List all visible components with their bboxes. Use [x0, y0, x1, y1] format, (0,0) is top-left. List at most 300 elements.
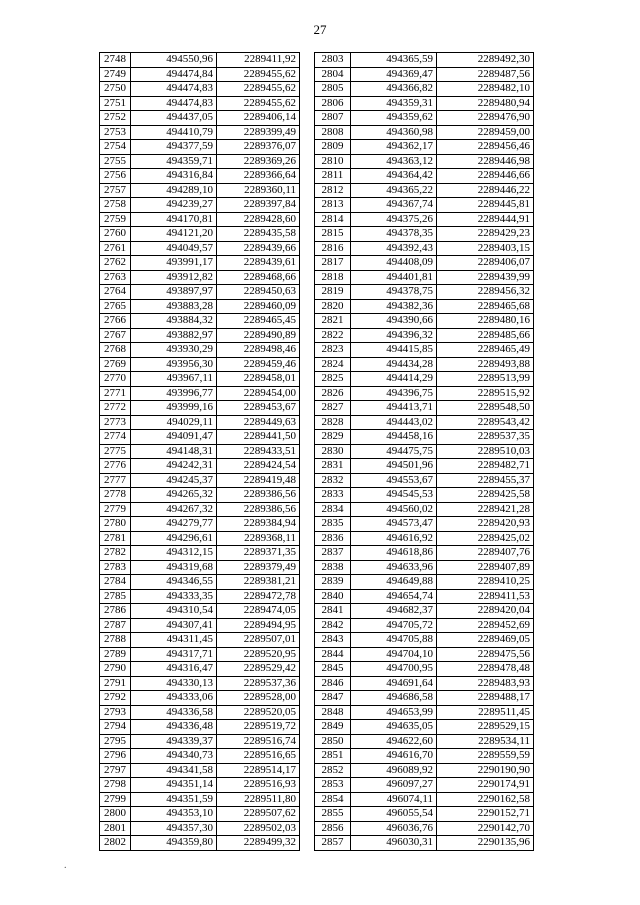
y-coordinate-cell: 2289360,11: [217, 183, 300, 198]
x-coordinate-cell: 494317,71: [131, 647, 217, 662]
x-coordinate-cell: 494353,10: [131, 807, 217, 822]
point-number-cell: 2777: [100, 473, 131, 488]
y-coordinate-cell: 2289421,28: [437, 502, 534, 517]
point-number-cell: 2836: [315, 531, 351, 546]
y-coordinate-cell: 2289399,49: [217, 125, 300, 140]
point-number-cell: 2764: [100, 285, 131, 300]
x-coordinate-cell: 494682,37: [351, 604, 437, 619]
x-coordinate-cell: 494351,14: [131, 778, 217, 793]
y-coordinate-cell: 2289397,84: [217, 198, 300, 213]
x-coordinate-cell: 494369,47: [351, 67, 437, 82]
table-row: [100, 778, 300, 793]
y-coordinate-cell: 2289485,66: [437, 328, 534, 343]
point-number-cell: 2755: [100, 154, 131, 169]
y-coordinate-cell: 2289465,68: [437, 299, 534, 314]
y-coordinate-cell: 2290135,96: [437, 836, 534, 851]
x-coordinate-cell: 494415,85: [351, 343, 437, 358]
point-number-cell: 2796: [100, 749, 131, 764]
y-coordinate-cell: 2289420,04: [437, 604, 534, 619]
table-row: [100, 53, 300, 68]
x-coordinate-cell: 494573,47: [351, 517, 437, 532]
point-number-cell: 2768: [100, 343, 131, 358]
table-row: [315, 212, 534, 227]
point-number-cell: 2792: [100, 691, 131, 706]
y-coordinate-cell: 2289428,60: [217, 212, 300, 227]
x-coordinate-cell: 494336,58: [131, 705, 217, 720]
point-number-cell: 2782: [100, 546, 131, 561]
y-coordinate-cell: 2289444,91: [437, 212, 534, 227]
x-coordinate-cell: 494333,06: [131, 691, 217, 706]
point-number-cell: 2751: [100, 96, 131, 111]
coordinates-table-right-body: [315, 53, 534, 851]
coordinates-table-left-body: [100, 53, 300, 851]
coordinates-table-left: [99, 52, 300, 851]
x-coordinate-cell: 494618,86: [351, 546, 437, 561]
table-row: [315, 140, 534, 155]
y-coordinate-cell: 2289458,01: [217, 372, 300, 387]
point-number-cell: 2834: [315, 502, 351, 517]
point-number-cell: 2798: [100, 778, 131, 793]
table-row: [100, 241, 300, 256]
table-row: [100, 821, 300, 836]
table-row: [315, 256, 534, 271]
y-coordinate-cell: 2289455,37: [437, 473, 534, 488]
point-number-cell: 2756: [100, 169, 131, 184]
y-coordinate-cell: 2289459,46: [217, 357, 300, 372]
x-coordinate-cell: 494392,43: [351, 241, 437, 256]
y-coordinate-cell: 2289507,01: [217, 633, 300, 648]
table-row: [100, 720, 300, 735]
x-coordinate-cell: 494362,17: [351, 140, 437, 155]
point-number-cell: 2794: [100, 720, 131, 735]
table-row: [315, 821, 534, 836]
x-coordinate-cell: 494121,20: [131, 227, 217, 242]
y-coordinate-cell: 2289368,11: [217, 531, 300, 546]
table-row: [100, 676, 300, 691]
point-number-cell: 2802: [100, 836, 131, 851]
point-number-cell: 2855: [315, 807, 351, 822]
y-coordinate-cell: 2289519,72: [217, 720, 300, 735]
point-number-cell: 2818: [315, 270, 351, 285]
point-number-cell: 2833: [315, 488, 351, 503]
y-coordinate-cell: 2289472,78: [217, 589, 300, 604]
table-row: [100, 401, 300, 416]
y-coordinate-cell: 2289511,80: [217, 792, 300, 807]
point-number-cell: 2800: [100, 807, 131, 822]
point-number-cell: 2825: [315, 372, 351, 387]
table-row: [100, 285, 300, 300]
x-coordinate-cell: 494410,79: [131, 125, 217, 140]
y-coordinate-cell: 2289516,65: [217, 749, 300, 764]
x-coordinate-cell: 494339,37: [131, 734, 217, 749]
point-number-cell: 2815: [315, 227, 351, 242]
y-coordinate-cell: 2290162,58: [437, 792, 534, 807]
table-row: [100, 633, 300, 648]
x-coordinate-cell: 494242,31: [131, 459, 217, 474]
point-number-cell: 2820: [315, 299, 351, 314]
y-coordinate-cell: 2289482,10: [437, 82, 534, 97]
y-coordinate-cell: 2289411,53: [437, 589, 534, 604]
point-number-cell: 2759: [100, 212, 131, 227]
point-number-cell: 2791: [100, 676, 131, 691]
point-number-cell: 2857: [315, 836, 351, 851]
y-coordinate-cell: 2289528,00: [217, 691, 300, 706]
point-number-cell: 2808: [315, 125, 351, 140]
y-coordinate-cell: 2289543,42: [437, 415, 534, 430]
point-number-cell: 2821: [315, 314, 351, 329]
point-number-cell: 2822: [315, 328, 351, 343]
x-coordinate-cell: 494245,37: [131, 473, 217, 488]
point-number-cell: 2799: [100, 792, 131, 807]
x-coordinate-cell: 494560,02: [351, 502, 437, 517]
point-number-cell: 2763: [100, 270, 131, 285]
point-number-cell: 2772: [100, 401, 131, 416]
x-coordinate-cell: 494363,12: [351, 154, 437, 169]
y-coordinate-cell: 2289381,21: [217, 575, 300, 590]
y-coordinate-cell: 2289559,59: [437, 749, 534, 764]
x-coordinate-cell: 494616,70: [351, 749, 437, 764]
y-coordinate-cell: 2289376,07: [217, 140, 300, 155]
x-coordinate-cell: 494437,05: [131, 111, 217, 126]
table-row: [100, 270, 300, 285]
point-number-cell: 2838: [315, 560, 351, 575]
x-coordinate-cell: 494704,10: [351, 647, 437, 662]
table-row: [100, 372, 300, 387]
table-row: [100, 183, 300, 198]
point-number-cell: 2811: [315, 169, 351, 184]
table-row: [315, 183, 534, 198]
x-coordinate-cell: 494366,82: [351, 82, 437, 97]
y-coordinate-cell: 2289407,89: [437, 560, 534, 575]
x-coordinate-cell: 494545,53: [351, 488, 437, 503]
x-coordinate-cell: 493884,32: [131, 314, 217, 329]
x-coordinate-cell: 494279,77: [131, 517, 217, 532]
x-coordinate-cell: 494649,88: [351, 575, 437, 590]
x-coordinate-cell: 494310,54: [131, 604, 217, 619]
x-coordinate-cell: 493912,82: [131, 270, 217, 285]
y-coordinate-cell: 2289465,45: [217, 314, 300, 329]
x-coordinate-cell: 494316,84: [131, 169, 217, 184]
y-coordinate-cell: 2289529,15: [437, 720, 534, 735]
y-coordinate-cell: 2289435,58: [217, 227, 300, 242]
y-coordinate-cell: 2289449,63: [217, 415, 300, 430]
table-row: [315, 53, 534, 68]
x-coordinate-cell: 493996,77: [131, 386, 217, 401]
x-coordinate-cell: 494289,10: [131, 183, 217, 198]
x-coordinate-cell: 493930,29: [131, 343, 217, 358]
y-coordinate-cell: 2289534,11: [437, 734, 534, 749]
table-row: [315, 749, 534, 764]
x-coordinate-cell: 494616,92: [351, 531, 437, 546]
table-row: [315, 633, 534, 648]
y-coordinate-cell: 2289384,94: [217, 517, 300, 532]
y-coordinate-cell: 2289515,92: [437, 386, 534, 401]
x-coordinate-cell: 494408,09: [351, 256, 437, 271]
y-coordinate-cell: 2289537,36: [217, 676, 300, 691]
table-row: [315, 430, 534, 445]
y-coordinate-cell: 2289548,50: [437, 401, 534, 416]
table-row: [315, 705, 534, 720]
x-coordinate-cell: 494359,71: [131, 154, 217, 169]
point-number-cell: 2841: [315, 604, 351, 619]
x-coordinate-cell: 494705,72: [351, 618, 437, 633]
table-row: [100, 328, 300, 343]
x-coordinate-cell: 494414,29: [351, 372, 437, 387]
table-row: [315, 227, 534, 242]
point-number-cell: 2813: [315, 198, 351, 213]
point-number-cell: 2850: [315, 734, 351, 749]
point-number-cell: 2749: [100, 67, 131, 82]
x-coordinate-cell: 494316,47: [131, 662, 217, 677]
x-coordinate-cell: 494633,96: [351, 560, 437, 575]
y-coordinate-cell: 2289425,02: [437, 531, 534, 546]
x-coordinate-cell: 494550,96: [131, 53, 217, 68]
table-row: [315, 778, 534, 793]
y-coordinate-cell: 2289455,62: [217, 67, 300, 82]
point-number-cell: 2761: [100, 241, 131, 256]
y-coordinate-cell: 2289476,90: [437, 111, 534, 126]
x-coordinate-cell: 494170,81: [131, 212, 217, 227]
table-row: [100, 662, 300, 677]
y-coordinate-cell: 2289498,46: [217, 343, 300, 358]
point-number-cell: 2827: [315, 401, 351, 416]
y-coordinate-cell: 2289407,76: [437, 546, 534, 561]
table-row: [100, 517, 300, 532]
y-coordinate-cell: 2289403,15: [437, 241, 534, 256]
y-coordinate-cell: 2289446,66: [437, 169, 534, 184]
y-coordinate-cell: 2289455,62: [217, 96, 300, 111]
y-coordinate-cell: 2289406,07: [437, 256, 534, 271]
table-row: [315, 125, 534, 140]
point-number-cell: 2771: [100, 386, 131, 401]
x-coordinate-cell: 494091,47: [131, 430, 217, 445]
table-row: [315, 473, 534, 488]
x-coordinate-cell: 494330,13: [131, 676, 217, 691]
x-coordinate-cell: 493956,30: [131, 357, 217, 372]
x-coordinate-cell: 494474,83: [131, 96, 217, 111]
table-row: [100, 807, 300, 822]
y-coordinate-cell: 2289366,64: [217, 169, 300, 184]
table-row: [100, 531, 300, 546]
y-coordinate-cell: 2289455,62: [217, 82, 300, 97]
point-number-cell: 2846: [315, 676, 351, 691]
point-number-cell: 2753: [100, 125, 131, 140]
point-number-cell: 2844: [315, 647, 351, 662]
y-coordinate-cell: 2289441,50: [217, 430, 300, 445]
point-number-cell: 2843: [315, 633, 351, 648]
stray-mark: .: [64, 860, 67, 871]
point-number-cell: 2785: [100, 589, 131, 604]
table-row: [100, 763, 300, 778]
x-coordinate-cell: 494635,05: [351, 720, 437, 735]
table-row: [315, 299, 534, 314]
x-coordinate-cell: 494378,75: [351, 285, 437, 300]
table-row: [315, 691, 534, 706]
x-coordinate-cell: 494029,11: [131, 415, 217, 430]
table-row: [315, 343, 534, 358]
x-coordinate-cell: 494359,62: [351, 111, 437, 126]
point-number-cell: 2804: [315, 67, 351, 82]
y-coordinate-cell: 2289433,51: [217, 444, 300, 459]
x-coordinate-cell: 494367,74: [351, 198, 437, 213]
x-coordinate-cell: 494336,48: [131, 720, 217, 735]
y-coordinate-cell: 2289494,95: [217, 618, 300, 633]
point-number-cell: 2760: [100, 227, 131, 242]
x-coordinate-cell: 494553,67: [351, 473, 437, 488]
x-coordinate-cell: 494346,55: [131, 575, 217, 590]
table-row: [315, 734, 534, 749]
table-row: [315, 198, 534, 213]
x-coordinate-cell: 496036,76: [351, 821, 437, 836]
x-coordinate-cell: 496097,27: [351, 778, 437, 793]
x-coordinate-cell: 494705,88: [351, 633, 437, 648]
point-number-cell: 2805: [315, 82, 351, 97]
table-row: [315, 763, 534, 778]
table-row: [315, 444, 534, 459]
point-number-cell: 2773: [100, 415, 131, 430]
x-coordinate-cell: 496055,54: [351, 807, 437, 822]
point-number-cell: 2830: [315, 444, 351, 459]
x-coordinate-cell: 494311,45: [131, 633, 217, 648]
table-row: [315, 154, 534, 169]
table-row: [100, 618, 300, 633]
table-row: [100, 546, 300, 561]
table-row: [315, 517, 534, 532]
x-coordinate-cell: 494378,35: [351, 227, 437, 242]
table-row: [100, 415, 300, 430]
table-row: [315, 720, 534, 735]
table-row: [315, 459, 534, 474]
table-row: [315, 357, 534, 372]
x-coordinate-cell: 494359,31: [351, 96, 437, 111]
table-row: [100, 343, 300, 358]
point-number-cell: 2781: [100, 531, 131, 546]
point-number-cell: 2810: [315, 154, 351, 169]
table-row: [100, 82, 300, 97]
x-coordinate-cell: 496074,11: [351, 792, 437, 807]
point-number-cell: 2787: [100, 618, 131, 633]
point-number-cell: 2762: [100, 256, 131, 271]
table-row: [315, 647, 534, 662]
point-number-cell: 2766: [100, 314, 131, 329]
table-row: [100, 386, 300, 401]
x-coordinate-cell: 496089,92: [351, 763, 437, 778]
y-coordinate-cell: 2290174,91: [437, 778, 534, 793]
y-coordinate-cell: 2289419,48: [217, 473, 300, 488]
table-row: [315, 386, 534, 401]
y-coordinate-cell: 2289478,48: [437, 662, 534, 677]
table-row: [315, 169, 534, 184]
table-row: [315, 662, 534, 677]
point-number-cell: 2835: [315, 517, 351, 532]
x-coordinate-cell: 494365,22: [351, 183, 437, 198]
y-coordinate-cell: 2289465,49: [437, 343, 534, 358]
table-row: [100, 169, 300, 184]
y-coordinate-cell: 2289429,23: [437, 227, 534, 242]
table-row: [315, 618, 534, 633]
x-coordinate-cell: 494360,98: [351, 125, 437, 140]
point-number-cell: 2793: [100, 705, 131, 720]
y-coordinate-cell: 2289488,17: [437, 691, 534, 706]
table-row: [100, 502, 300, 517]
x-coordinate-cell: 494312,15: [131, 546, 217, 561]
table-row: [100, 96, 300, 111]
x-coordinate-cell: 494622,60: [351, 734, 437, 749]
point-number-cell: 2851: [315, 749, 351, 764]
y-coordinate-cell: 2289516,74: [217, 734, 300, 749]
point-number-cell: 2783: [100, 560, 131, 575]
x-coordinate-cell: 494049,57: [131, 241, 217, 256]
point-number-cell: 2750: [100, 82, 131, 97]
y-coordinate-cell: 2289537,35: [437, 430, 534, 445]
point-number-cell: 2840: [315, 589, 351, 604]
y-coordinate-cell: 2289439,61: [217, 256, 300, 271]
x-coordinate-cell: 494686,58: [351, 691, 437, 706]
y-coordinate-cell: 2289450,63: [217, 285, 300, 300]
table-row: [315, 415, 534, 430]
table-row: [315, 96, 534, 111]
coordinates-table-right: [314, 52, 534, 851]
y-coordinate-cell: 2289510,03: [437, 444, 534, 459]
table-row: [100, 473, 300, 488]
table-row: [315, 241, 534, 256]
y-coordinate-cell: 2289514,17: [217, 763, 300, 778]
table-row: [100, 430, 300, 445]
y-coordinate-cell: 2289499,32: [217, 836, 300, 851]
point-number-cell: 2758: [100, 198, 131, 213]
y-coordinate-cell: 2289529,42: [217, 662, 300, 677]
point-number-cell: 2795: [100, 734, 131, 749]
y-coordinate-cell: 2289469,05: [437, 633, 534, 648]
x-coordinate-cell: 494148,31: [131, 444, 217, 459]
x-coordinate-cell: 494375,26: [351, 212, 437, 227]
point-number-cell: 2776: [100, 459, 131, 474]
table-row: [100, 575, 300, 590]
table-row: [315, 314, 534, 329]
point-number-cell: 2775: [100, 444, 131, 459]
table-row: [315, 488, 534, 503]
x-coordinate-cell: 493882,97: [131, 328, 217, 343]
table-row: [100, 299, 300, 314]
y-coordinate-cell: 2289474,05: [217, 604, 300, 619]
point-number-cell: 2807: [315, 111, 351, 126]
y-coordinate-cell: 2289520,95: [217, 647, 300, 662]
y-coordinate-cell: 2289445,81: [437, 198, 534, 213]
x-coordinate-cell: 494401,81: [351, 270, 437, 285]
table-row: [100, 444, 300, 459]
table-row: [100, 227, 300, 242]
point-number-cell: 2828: [315, 415, 351, 430]
point-number-cell: 2839: [315, 575, 351, 590]
point-number-cell: 2803: [315, 53, 351, 68]
point-number-cell: 2801: [100, 821, 131, 836]
point-number-cell: 2778: [100, 488, 131, 503]
point-number-cell: 2789: [100, 647, 131, 662]
y-coordinate-cell: 2289406,14: [217, 111, 300, 126]
x-coordinate-cell: 493967,11: [131, 372, 217, 387]
x-coordinate-cell: 494691,64: [351, 676, 437, 691]
table-row: [100, 125, 300, 140]
y-coordinate-cell: 2289516,93: [217, 778, 300, 793]
table-row: [100, 604, 300, 619]
y-coordinate-cell: 2289411,92: [217, 53, 300, 68]
y-coordinate-cell: 2289439,66: [217, 241, 300, 256]
y-coordinate-cell: 2289456,32: [437, 285, 534, 300]
y-coordinate-cell: 2289513,99: [437, 372, 534, 387]
x-coordinate-cell: 494296,61: [131, 531, 217, 546]
point-number-cell: 2752: [100, 111, 131, 126]
y-coordinate-cell: 2289482,71: [437, 459, 534, 474]
